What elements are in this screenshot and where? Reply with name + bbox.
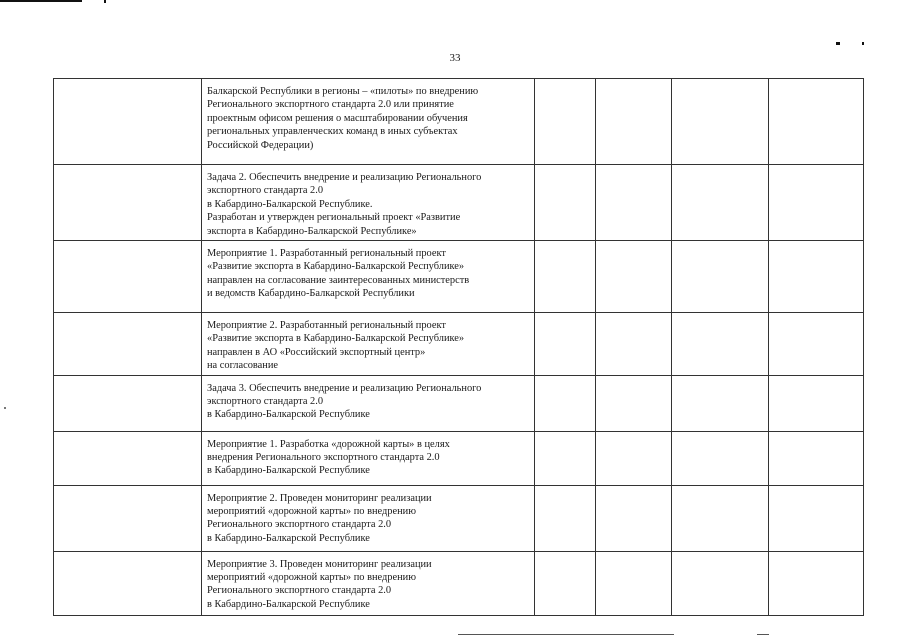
empty-cell: [769, 241, 864, 313]
table-row: [54, 313, 864, 376]
description-cell: [202, 241, 535, 313]
empty-cell: [535, 79, 596, 165]
empty-cell: [672, 313, 769, 376]
table-row: [54, 241, 864, 313]
description-line: экспортного стандарта 2.0: [207, 396, 324, 408]
description-cell: [202, 551, 535, 615]
description-cell: [202, 313, 535, 376]
scan-artifact-top-left: [0, 0, 82, 2]
number-cell: [54, 313, 202, 376]
empty-cell: [672, 431, 769, 485]
empty-cell: [535, 165, 596, 241]
empty-cell: [535, 313, 596, 376]
empty-cell: [672, 375, 769, 431]
table-row: [54, 551, 864, 615]
scan-artifact-top-right-tick: [862, 42, 864, 45]
table-row: [54, 375, 864, 431]
empty-cell: [535, 551, 596, 615]
description-line: Мероприятие 1. Разработка «дорожной карты» в целях: [207, 438, 450, 450]
empty-cell: [535, 431, 596, 485]
description-line: экспортного стандарта 2.0: [207, 185, 324, 197]
description-line: Регионального экспортного стандарта 2.0: [207, 585, 392, 597]
description-line: в Кабардино-Балкарской Республике: [207, 409, 370, 421]
description-line: направлен на согласование заинтересованных министерств: [207, 274, 470, 286]
empty-cell: [672, 165, 769, 241]
empty-cell: [596, 485, 672, 551]
description-line: внедрения Регионального экспортного стандарта 2.0: [207, 452, 440, 464]
number-cell: [54, 431, 202, 485]
description-line: экспорта в Кабардино-Балкарской Республике»: [207, 225, 417, 237]
scan-artifact-left-dot: [4, 407, 6, 409]
description-cell: [202, 431, 535, 485]
empty-cell: [769, 79, 864, 165]
empty-cell: [596, 551, 672, 615]
description-cell: [202, 375, 535, 431]
description-cell: [202, 79, 535, 165]
description-line: Разработан и утвержден региональный проект «Развитие: [207, 212, 461, 224]
table-row: [54, 165, 864, 241]
empty-cell: [535, 375, 596, 431]
signature-line: [458, 634, 674, 635]
empty-cell: [769, 375, 864, 431]
description-line: на согласование: [207, 360, 279, 372]
description-line: Балкарской Республики в регионы – «пилоты» по внедрению: [207, 86, 479, 97]
description-line: мероприятий «дорожной карты» по внедрению: [207, 506, 416, 518]
description-line: мероприятий «дорожной карты» по внедрению: [207, 572, 416, 584]
description-line: и ведомств Кабардино-Балкарской Республики: [207, 288, 415, 300]
scan-artifact-top-right: [836, 42, 840, 45]
empty-cell: [596, 79, 672, 165]
page-number: 33: [449, 52, 461, 64]
empty-cell: [672, 79, 769, 165]
description-line: в Кабардино-Балкарской Республике: [207, 598, 370, 610]
empty-cell: [672, 241, 769, 313]
empty-cell: [769, 165, 864, 241]
table-row: [54, 79, 864, 165]
empty-cell: [769, 431, 864, 485]
description-line: Мероприятие 2. Проведен мониторинг реализации: [207, 492, 432, 504]
description-cell: [202, 165, 535, 241]
empty-cell: [672, 485, 769, 551]
empty-cell: [596, 375, 672, 431]
description-cell: [202, 485, 535, 551]
empty-cell: [596, 313, 672, 376]
description-line: проектным офисом решения о масштабировании обучения: [207, 112, 468, 124]
empty-cell: [596, 431, 672, 485]
number-cell: [54, 165, 202, 241]
empty-cell: [769, 551, 864, 615]
number-cell: [54, 241, 202, 313]
number-cell: [54, 485, 202, 551]
empty-cell: [535, 485, 596, 551]
description-line: «Развитие экспорта в Кабардино-Балкарской Республике»: [207, 261, 465, 273]
empty-cell: [769, 485, 864, 551]
description-line: в Кабардино-Балкарской Республике: [207, 532, 370, 544]
empty-cell: [535, 241, 596, 313]
description-line: «Развитие экспорта в Кабардино-Балкарской Республике»: [207, 333, 465, 345]
description-line: Мероприятие 3. Проведен мониторинг реализации: [207, 558, 432, 570]
description-line: региональных управленческих команд в иных субъектах: [207, 126, 458, 138]
description-line: в Кабардино-Балкарской Республике.: [207, 198, 373, 210]
description-line: в Кабардино-Балкарской Республике: [207, 465, 370, 477]
plan-table: [53, 78, 864, 616]
description-line: Мероприятие 2. Разработанный региональный проект: [207, 320, 446, 332]
number-cell: [54, 551, 202, 615]
description-line: направлен в АО «Российский экспортный центр»: [207, 346, 426, 358]
number-cell: [54, 375, 202, 431]
description-line: Мероприятие 1. Разработанный региональный проект: [207, 248, 446, 260]
empty-cell: [596, 241, 672, 313]
scan-artifact-bottom-dash: [757, 634, 769, 635]
empty-cell: [672, 551, 769, 615]
empty-cell: [596, 165, 672, 241]
table-row: [54, 431, 864, 485]
description-line: Задача 2. Обеспечить внедрение и реализацию Регионального: [207, 172, 482, 183]
empty-cell: [769, 313, 864, 376]
description-line: Задача 3. Обеспечить внедрение и реализацию Регионального: [207, 382, 482, 394]
plan-table-body: [54, 79, 864, 616]
description-line: Российской Федерации): [207, 139, 314, 151]
scan-artifact-top-tick: [104, 0, 106, 3]
table-row: [54, 485, 864, 551]
number-cell: [54, 79, 202, 165]
description-line: Регионального экспортного стандарта 2.0 или принятие: [207, 99, 454, 111]
description-line: Регионального экспортного стандарта 2.0: [207, 519, 392, 531]
